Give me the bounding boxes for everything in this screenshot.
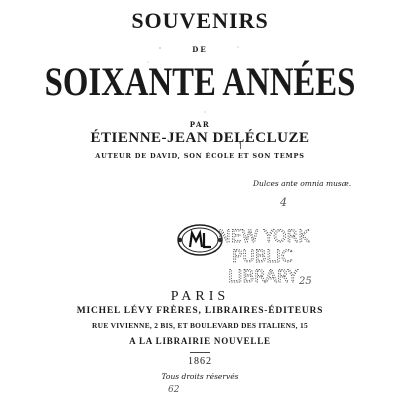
handwritten-mark-top: 4 [280,196,287,209]
title-line-1: SOUVENIRS [131,8,269,33]
author-name: ÉTIENNE-JEAN DELÉCLUZE [90,130,310,146]
epigraph: Dulces ante omnia musæ. [253,179,352,188]
imprint-year: 1862 [188,356,212,367]
ml-monogram-ornament-icon [176,223,224,257]
handwritten-mark-bottom: 62 [168,385,180,395]
author-credit: AUTEUR DE DAVID, SON ÉCOLE ET SON TEMPS [95,152,305,160]
author-by: PAR [189,120,211,129]
imprint-city: PARIS [170,289,230,304]
title-connector: DE [192,45,208,54]
handwritten-mark-side: 25 [299,276,312,287]
stamp-line-1: NEW YORK [218,227,310,247]
stamp-line-3: LIBRARY [228,267,299,287]
rights-notice: Tous droits réservés [161,372,239,381]
stamp-line-2: PUBLIC [232,247,293,267]
imprint-address: RUE VIVIENNE, 2 BIS, ET BOULEVARD DES ITALIENS, 15 [92,321,308,330]
title-line-2: SOIXANTE ANNÉES [44,59,356,104]
imprint-bookshop: A LA LIBRAIRIE NOUVELLE [129,336,271,346]
imprint-publisher: MICHEL LÉVY FRÈRES, LIBRAIRES-ÉDITEURS [76,306,324,316]
imprint-divider [190,352,210,353]
